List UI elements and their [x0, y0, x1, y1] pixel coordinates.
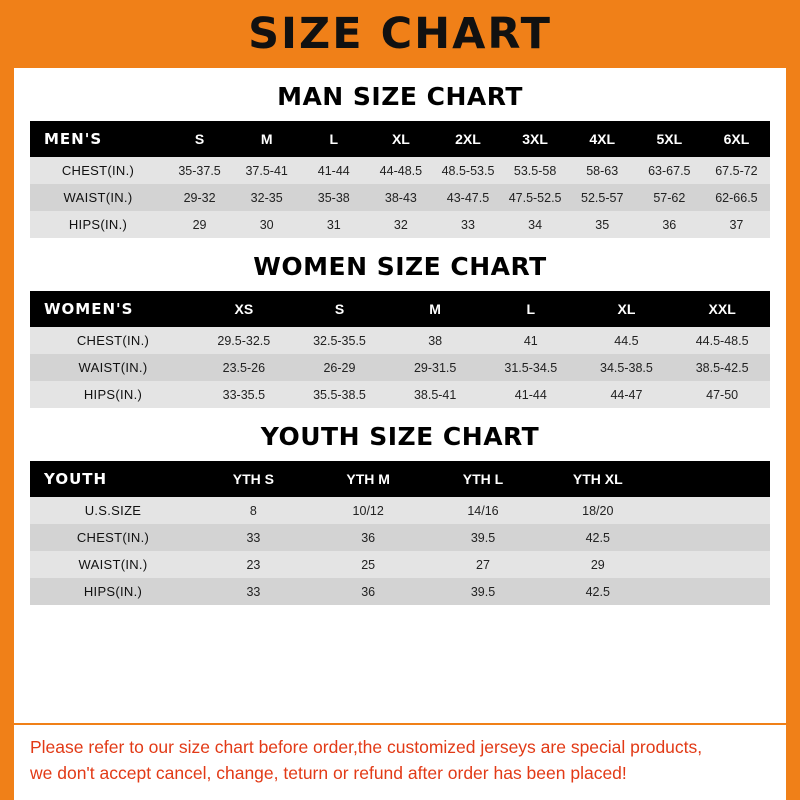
- section-title-men: MAN SIZE CHART: [277, 82, 523, 111]
- men-row1-label: WAIST(IN.): [30, 184, 166, 211]
- youth-row0-cell5: [655, 497, 770, 524]
- women-header-cell-0: WOMEN'S: [30, 291, 196, 327]
- women-row2-cell5: 44-47: [579, 381, 675, 408]
- youth-table-header: [30, 461, 770, 497]
- men-row1-cell3: 35-38: [300, 184, 367, 211]
- women-header-cell-6: XXL: [674, 291, 770, 327]
- youth-table-body: [30, 497, 770, 605]
- men-row2-cell7: 35: [569, 211, 636, 238]
- table-row: [30, 157, 770, 184]
- women-row0-cell6: 44.5-48.5: [674, 327, 770, 354]
- men-header-cell-6: 3XL: [502, 121, 569, 157]
- youth-row1-cell5: [655, 524, 770, 551]
- youth-row2-cell5: [655, 551, 770, 578]
- women-row1-cell5: 34.5-38.5: [579, 354, 675, 381]
- men-header-cell-5: 2XL: [434, 121, 501, 157]
- table-row: [30, 184, 770, 211]
- chart-content: [14, 68, 786, 723]
- youth-size-table: [30, 461, 770, 605]
- men-table-body: [30, 157, 770, 238]
- men-row0-cell9: 67.5-72: [703, 157, 770, 184]
- women-row1-cell4: 31.5-34.5: [483, 354, 579, 381]
- men-row2-cell5: 33: [434, 211, 501, 238]
- women-row2-cell4: 41-44: [483, 381, 579, 408]
- youth-header-cell-2: YTH M: [311, 461, 426, 497]
- men-row2-cell1: 29: [166, 211, 233, 238]
- men-row2-cell6: 34: [502, 211, 569, 238]
- section-title-youth: YOUTH SIZE CHART: [260, 422, 540, 451]
- youth-row1-cell2: 36: [311, 524, 426, 551]
- women-header-cell-3: M: [387, 291, 483, 327]
- youth-row2-cell2: 25: [311, 551, 426, 578]
- footer-line-2: we don't accept cancel, change, teturn or refund after order has been placed!: [30, 762, 627, 783]
- youth-row3-label: HIPS(IN.): [30, 578, 196, 605]
- women-row0-cell3: 38: [387, 327, 483, 354]
- men-row2-cell3: 31: [300, 211, 367, 238]
- men-header-cell-1: S: [166, 121, 233, 157]
- women-header-cell-2: S: [292, 291, 388, 327]
- women-header-cell-4: L: [483, 291, 579, 327]
- men-row0-cell7: 58-63: [569, 157, 636, 184]
- men-row1-cell9: 62-66.5: [703, 184, 770, 211]
- youth-row0-label: U.S.SIZE: [30, 497, 196, 524]
- men-header-cell-9: 6XL: [703, 121, 770, 157]
- youth-row0-cell4: 18/20: [540, 497, 655, 524]
- section-youth: [20, 422, 780, 605]
- page-title: SIZE CHART: [248, 8, 552, 59]
- section-men: [20, 82, 780, 238]
- youth-row0-cell1: 8: [196, 497, 311, 524]
- women-size-table: [30, 291, 770, 408]
- youth-row1-cell3: 39.5: [426, 524, 541, 551]
- women-row1-label: WAIST(IN.): [30, 354, 196, 381]
- women-row1-cell2: 26-29: [292, 354, 388, 381]
- youth-header-cell-3: YTH L: [426, 461, 541, 497]
- women-row1-cell6: 38.5-42.5: [674, 354, 770, 381]
- table-row: [30, 524, 770, 551]
- women-header-cell-5: XL: [579, 291, 675, 327]
- men-row0-cell1: 35-37.5: [166, 157, 233, 184]
- youth-row3-cell2: 36: [311, 578, 426, 605]
- table-header-row: [30, 121, 770, 157]
- men-row0-cell8: 63-67.5: [636, 157, 703, 184]
- youth-row0-cell3: 14/16: [426, 497, 541, 524]
- table-row: [30, 327, 770, 354]
- men-row1-cell6: 47.5-52.5: [502, 184, 569, 211]
- men-row0-cell2: 37.5-41: [233, 157, 300, 184]
- women-row2-cell6: 47-50: [674, 381, 770, 408]
- women-row0-cell2: 32.5-35.5: [292, 327, 388, 354]
- youth-row1-cell4: 42.5: [540, 524, 655, 551]
- youth-header-cell-1: YTH S: [196, 461, 311, 497]
- section-women: [20, 252, 780, 408]
- men-row2-cell4: 32: [367, 211, 434, 238]
- table-header-row: [30, 291, 770, 327]
- men-row1-cell1: 29-32: [166, 184, 233, 211]
- women-row2-cell3: 38.5-41: [387, 381, 483, 408]
- table-row: [30, 354, 770, 381]
- footer-note: [14, 723, 786, 800]
- youth-row3-cell5: [655, 578, 770, 605]
- footer-line-1: Please refer to our size chart before order,the customized jerseys are special products,: [30, 737, 703, 758]
- women-row0-label: CHEST(IN.): [30, 327, 196, 354]
- women-row0-cell5: 44.5: [579, 327, 675, 354]
- men-header-cell-7: 4XL: [569, 121, 636, 157]
- men-row0-cell4: 44-48.5: [367, 157, 434, 184]
- men-table-header: [30, 121, 770, 157]
- men-row1-cell5: 43-47.5: [434, 184, 501, 211]
- men-row1-cell8: 57-62: [636, 184, 703, 211]
- section-title-women: WOMEN SIZE CHART: [253, 252, 547, 281]
- men-row2-cell8: 36: [636, 211, 703, 238]
- men-row2-cell9: 37: [703, 211, 770, 238]
- women-row2-label: HIPS(IN.): [30, 381, 196, 408]
- women-row2-cell1: 33-35.5: [196, 381, 292, 408]
- women-table-body: [30, 327, 770, 408]
- table-row: [30, 211, 770, 238]
- table-row: [30, 578, 770, 605]
- table-row: [30, 497, 770, 524]
- men-row1-cell4: 38-43: [367, 184, 434, 211]
- women-header-cell-1: XS: [196, 291, 292, 327]
- youth-header-cell-4: YTH XL: [540, 461, 655, 497]
- women-row0-cell1: 29.5-32.5: [196, 327, 292, 354]
- men-row0-cell5: 48.5-53.5: [434, 157, 501, 184]
- women-row1-cell3: 29-31.5: [387, 354, 483, 381]
- men-row0-label: CHEST(IN.): [30, 157, 166, 184]
- women-table-header: [30, 291, 770, 327]
- youth-row3-cell4: 42.5: [540, 578, 655, 605]
- men-row2-label: HIPS(IN.): [30, 211, 166, 238]
- men-header-cell-4: XL: [367, 121, 434, 157]
- youth-row0-cell2: 10/12: [311, 497, 426, 524]
- youth-row2-cell1: 23: [196, 551, 311, 578]
- men-header-cell-3: L: [300, 121, 367, 157]
- men-row0-cell3: 41-44: [300, 157, 367, 184]
- men-row1-cell7: 52.5-57: [569, 184, 636, 211]
- men-header-cell-2: M: [233, 121, 300, 157]
- women-row0-cell4: 41: [483, 327, 579, 354]
- youth-row2-cell4: 29: [540, 551, 655, 578]
- men-size-table: [30, 121, 770, 238]
- women-row2-cell2: 35.5-38.5: [292, 381, 388, 408]
- table-row: [30, 381, 770, 408]
- men-row0-cell6: 53.5-58: [502, 157, 569, 184]
- men-row1-cell2: 32-35: [233, 184, 300, 211]
- youth-row3-cell3: 39.5: [426, 578, 541, 605]
- table-header-row: [30, 461, 770, 497]
- men-header-cell-0: MEN'S: [30, 121, 166, 157]
- header-banner: [14, 0, 786, 68]
- youth-row3-cell1: 33: [196, 578, 311, 605]
- youth-row1-label: CHEST(IN.): [30, 524, 196, 551]
- youth-row2-label: WAIST(IN.): [30, 551, 196, 578]
- youth-row2-cell3: 27: [426, 551, 541, 578]
- youth-row1-cell1: 33: [196, 524, 311, 551]
- men-header-cell-8: 5XL: [636, 121, 703, 157]
- youth-header-cell-5: [655, 461, 770, 497]
- table-row: [30, 551, 770, 578]
- youth-header-cell-0: YOUTH: [30, 461, 196, 497]
- men-row2-cell2: 30: [233, 211, 300, 238]
- women-row1-cell1: 23.5-26: [196, 354, 292, 381]
